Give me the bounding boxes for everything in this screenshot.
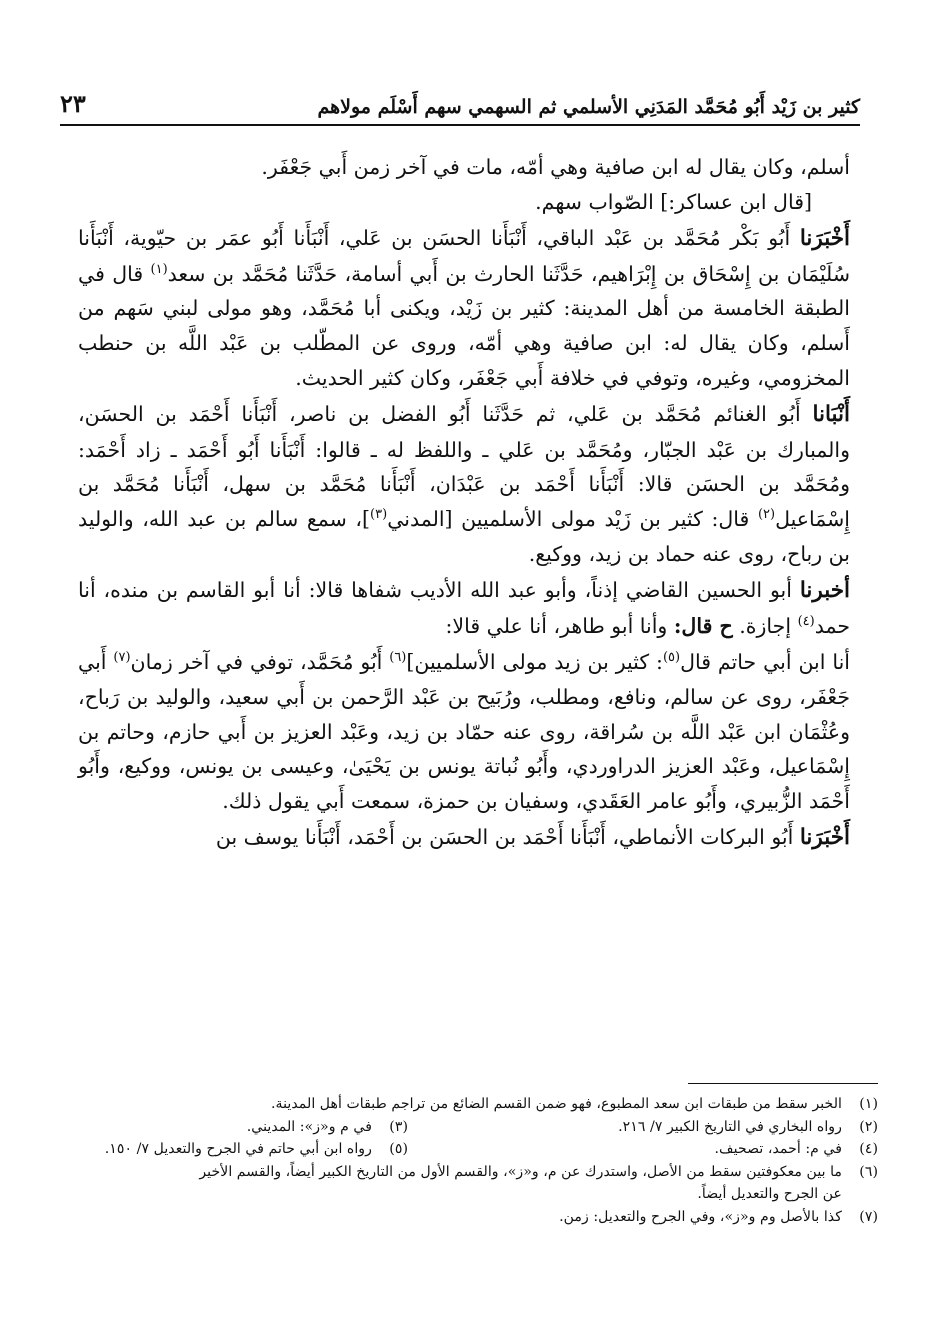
paragraph-text: ]، سمع سالم بن عبد الله، والوليد بن رباح، روى عنه حماد بن زيد، ووكيع. <box>78 506 850 566</box>
paragraph-text: إجازة. <box>732 613 798 638</box>
footnote <box>247 1116 408 1139</box>
footnote-text: ما بين معكوفتين سقط من الأصل، واستدرك عن م، و«ز»، والقسم الأول من التاريخ الكبير أيضاً، والقسم الأخير <box>199 1163 842 1180</box>
paragraph <box>78 185 850 220</box>
paragraph <box>78 150 850 185</box>
page-number: ٢٣ <box>60 89 86 118</box>
paragraph-text: وأنا أبو طاهر، أنا علي قالا: <box>445 613 674 638</box>
paragraph-text: قال في الطبقة الخامسة من أهل المدينة: كثير بن زَيْد، ويكنى أبا مُحَمَّد، وهو مولى لبني سَهم من أَسلم، وكان يقال له: ابن صافية وهي أمّه، وروى عن المطّلب بن عَبْد اللَّه بن حنطب المخزومي، وغيره، وتوفي في خلافة أَبي جَعْفَر، وكان كثير الحديث. <box>78 261 850 390</box>
footnote-marker[interactable]: (٧) <box>113 650 131 666</box>
footnote-number: (٤) <box>859 1141 878 1157</box>
isnad-lead-word: أَخْبَرَنا <box>799 825 850 851</box>
footnote-marker[interactable]: (٦) <box>389 650 407 666</box>
paragraph-text: : كثير بن زيد مولى الأسلميين] <box>406 650 663 675</box>
footnote-number: (٥) <box>389 1141 408 1157</box>
paragraph-text: أسلم، وكان يقال له ابن صافية وهي أمّه، مات في آخر زمن أَبي جَعْفَر. <box>261 155 850 179</box>
footnote-text: رواه ابن أبي حاتم في الجرح والتعديل ٧/ ١٥٠. <box>104 1141 372 1157</box>
isnad-lead-word: أَنْبَانا <box>812 402 850 428</box>
isnad-lead-word: أخبرنا <box>799 578 850 604</box>
footnote-marker[interactable]: (٤) <box>797 613 815 629</box>
footnote-text: كذا بالأصل وم و«ز»، وفي الجرح والتعديل: زمن. <box>559 1208 842 1225</box>
footnote <box>62 1093 878 1116</box>
header-title: كثير بن زَيْد أَبُو مُحَمَّد المَدَنِي الأسلمي ثم السهمي سهم أَسْلَم مولاهم <box>317 96 860 118</box>
footnote-number: (٧) <box>859 1208 878 1225</box>
footnote-marker[interactable]: (٣) <box>370 507 388 523</box>
footnote-marker[interactable]: (١) <box>150 261 168 277</box>
footnote <box>62 1161 878 1184</box>
paragraph-text: أَبي جَعْفَر، روى عن سالم، ونافع، ومطلب، ورُبَيح بن عَبْد الرَّحمن بن أَبي سعيد، والوليد بن رَباح، وعُثْمَان ابن عَبْد اللَّه بن سُراقة، روى عنه حمّاد بن زيد، وعَبْد العزيز بن أَبي حازم، وحاتم بن إِسْمَاعيل، وعَبْد العزيز الدراوردي، وأَبُو نُباتة يونس بن يَحْيَىٰ، وعيسى بن يونس، ووكيع، وأَبُو أَحْمَد الزُّبيري، وأَبُو عامر العَقَدي، وسفيان بن حمزة، سمعت أَبي يقول ذلك. <box>78 650 850 813</box>
running-header <box>60 78 860 126</box>
hawala-marker: ح قال: <box>673 613 733 638</box>
paragraph-text: [قال ابن عساكر:] الصّواب سهم. <box>535 189 812 214</box>
footnote-marker[interactable]: (٢) <box>757 507 776 523</box>
footnote-row <box>62 1138 878 1161</box>
footnote <box>408 1138 878 1161</box>
paragraph <box>78 645 850 818</box>
footnotes <box>62 1093 878 1228</box>
paragraph-text: أَبُو الغنائم مُحَمَّد بن عَلي، ثم حَدَّثَنا أَبُو الفضل بن ناصر، أَنْبَأَنا أَحْمَد بن الحسَن، والمبارك بن عَبْد الجبّار، ومُحَمَّد بن عَلي ـ واللفظ له ـ قالوا: أَنْبَأَنا أَبُو أَحْمَد ـ زاد أَحْمَد: ومُحَمَّد بن الحسَن قالا: أَنْبَأَنا أَحْمَد بن عَبْدَان، أَنْبَأَنا مُحَمَّد بن سهل، أَنْبَأَنا مُحَمَّد بن إِسْمَاعيل <box>78 402 850 531</box>
footnote <box>408 1116 878 1139</box>
footnote <box>105 1138 408 1161</box>
paragraph-text: أبو الحسين القاضي إذناً، وأبو عبد الله الأديب شفاها قالا: أنا أبو القاسم بن منده، أنا حمد <box>78 578 850 638</box>
paragraph-text: أنا ابن أبي حاتم قال <box>680 650 850 675</box>
paragraph <box>78 397 850 571</box>
footnote-divider <box>688 1083 878 1084</box>
isnad-lead-word: أَخْبَرَنا <box>799 226 850 252</box>
paragraph-text: أَبُو بَكْر مُحَمَّد بن عَبْد الباقي، أَنْبَأَنا الحسَن بن عَلي، أَنْبَأَنا أَبُو عمَر بن حيّوية، أَنْبَأَنا سُلَيْمَان بن إِسْحَاق بن إِبْرَاهيم، حَدَّثَنا الحارث بن أَبي أسامة، حَدَّثَنا مُحَمَّد بن سعد <box>78 226 851 286</box>
main-text <box>78 150 850 856</box>
footnote-text: رواه البخاري في التاريخ الكبير ٧/ ٢١٦. <box>618 1118 842 1135</box>
footnote-text: في م: أحمد، تصحيف. <box>714 1141 842 1157</box>
footnote-marker[interactable]: (٥) <box>662 650 681 666</box>
paragraph-text: أَبُو مُحَمَّد، توفي في آخر زمان <box>130 650 390 675</box>
footnote <box>62 1206 878 1229</box>
footnote-text: في م و«ز»: المديني. <box>246 1118 372 1135</box>
footnote-number: (٢) <box>859 1118 878 1135</box>
footnote-continuation: عن الجرح والتعديل أيضاً. <box>697 1186 842 1202</box>
footnote-number: (١) <box>859 1096 878 1112</box>
footnote-number: (٣) <box>389 1118 408 1135</box>
footnote-number: (٦) <box>859 1163 878 1180</box>
footnote-row <box>62 1116 878 1139</box>
footnote-text: الخبر سقط من طبقات ابن سعد المطبوع، فهو ضمن القسم الضائع من تراجم طبقات أهل المدينة. <box>271 1096 842 1112</box>
paragraph <box>78 573 850 643</box>
paragraph <box>78 820 850 856</box>
paragraph-text: قال: كثير بن زَيْد مولى الأسلميين [المدني <box>387 506 758 531</box>
paragraph-text: أَبُو البركات الأنماطي، أَنْبَأَنا أَحْمَد بن الحسَن بن أَحْمَد، أَنْبَأَنا يوسف بن <box>215 825 800 850</box>
paragraph <box>78 221 850 395</box>
